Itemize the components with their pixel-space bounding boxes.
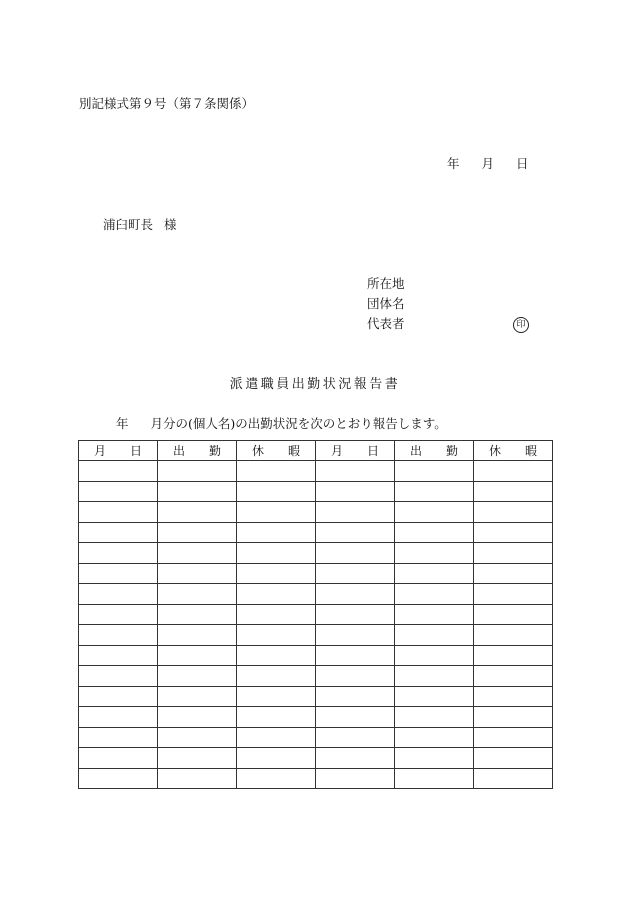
table-cell[interactable] (158, 645, 237, 666)
table-cell[interactable] (237, 707, 316, 728)
table-cell[interactable] (237, 522, 316, 543)
table-cell[interactable] (395, 563, 474, 584)
table-cell[interactable] (79, 748, 158, 769)
table-cell[interactable] (237, 768, 316, 789)
table-row (79, 461, 553, 482)
table-row (79, 563, 553, 584)
table-cell[interactable] (237, 481, 316, 502)
table-cell[interactable] (158, 481, 237, 502)
table-cell[interactable] (395, 748, 474, 769)
table-body (79, 461, 553, 789)
table-cell[interactable] (316, 748, 395, 769)
header-attendance-2: 出 勤 (395, 441, 474, 461)
table-cell[interactable] (474, 768, 553, 789)
table-row (79, 727, 553, 748)
table-cell[interactable] (474, 727, 553, 748)
table-cell[interactable] (237, 604, 316, 625)
table-cell[interactable] (79, 666, 158, 687)
header-date-1: 月 日 (79, 441, 158, 461)
table-cell[interactable] (158, 625, 237, 646)
table-cell[interactable] (395, 768, 474, 789)
table-cell[interactable] (316, 727, 395, 748)
table-cell[interactable] (395, 604, 474, 625)
table-cell[interactable] (395, 645, 474, 666)
table-cell[interactable] (316, 461, 395, 482)
addressee-honorific: 様 (164, 217, 177, 232)
table-cell[interactable] (158, 727, 237, 748)
address-label: 所在地 (367, 276, 405, 291)
table-cell[interactable] (237, 666, 316, 687)
addressee (103, 219, 177, 232)
table-cell[interactable] (395, 481, 474, 502)
table-cell[interactable] (395, 686, 474, 707)
table-row (79, 481, 553, 502)
table-cell[interactable] (158, 768, 237, 789)
table-cell[interactable] (316, 522, 395, 543)
applicant-block (367, 278, 405, 338)
table-cell[interactable] (158, 522, 237, 543)
table-cell[interactable] (237, 563, 316, 584)
table-row (79, 604, 553, 625)
table-row (79, 625, 553, 646)
table-row (79, 686, 553, 707)
table-cell[interactable] (474, 584, 553, 605)
table-row (79, 707, 553, 728)
table-cell[interactable] (474, 686, 553, 707)
table-cell[interactable] (158, 666, 237, 687)
table-row (79, 543, 553, 564)
table-cell[interactable] (158, 461, 237, 482)
date-day: 日 (516, 156, 529, 171)
date-year: 年 (447, 156, 460, 171)
table-cell[interactable] (395, 625, 474, 646)
seal-mark: 印 (513, 317, 529, 333)
intro-sentence (116, 418, 447, 431)
table-cell[interactable] (316, 625, 395, 646)
intro-year: 年 (116, 416, 129, 431)
table-cell[interactable] (237, 584, 316, 605)
table-cell[interactable] (237, 543, 316, 564)
table-cell[interactable] (79, 481, 158, 502)
table-cell[interactable] (395, 522, 474, 543)
table-cell[interactable] (395, 584, 474, 605)
table-cell[interactable] (158, 707, 237, 728)
table-cell[interactable] (158, 686, 237, 707)
table-cell[interactable] (237, 461, 316, 482)
table-row (79, 522, 553, 543)
table-cell[interactable] (79, 543, 158, 564)
table-cell[interactable] (237, 727, 316, 748)
representative-label: 代表者 (367, 316, 405, 331)
table-cell[interactable] (395, 461, 474, 482)
organization-label: 団体名 (367, 296, 405, 311)
table-cell[interactable] (395, 707, 474, 728)
table-cell[interactable] (316, 707, 395, 728)
date-line (447, 158, 529, 171)
table-row (79, 645, 553, 666)
table-cell[interactable] (395, 666, 474, 687)
table-cell[interactable] (474, 563, 553, 584)
table-cell[interactable] (316, 645, 395, 666)
table-cell[interactable] (316, 543, 395, 564)
table-cell[interactable] (474, 461, 553, 482)
table-cell[interactable] (474, 645, 553, 666)
table-row (79, 584, 553, 605)
table-cell[interactable] (474, 748, 553, 769)
table-cell[interactable] (474, 604, 553, 625)
table-cell[interactable] (237, 686, 316, 707)
table-cell[interactable] (237, 502, 316, 523)
document-title: 派遣職員出勤状況報告書 (229, 377, 401, 392)
date-month: 月 (481, 156, 495, 171)
table-cell[interactable] (158, 502, 237, 523)
table-cell[interactable] (79, 604, 158, 625)
table-cell[interactable] (474, 522, 553, 543)
table-cell[interactable] (316, 604, 395, 625)
table-row (79, 768, 553, 789)
table-cell[interactable] (237, 645, 316, 666)
attendance-table (78, 440, 553, 789)
table-cell[interactable] (395, 727, 474, 748)
table-cell[interactable] (237, 748, 316, 769)
table-cell[interactable] (79, 625, 158, 646)
table-cell[interactable] (395, 543, 474, 564)
header-date-2: 月 日 (316, 441, 395, 461)
table-cell[interactable] (79, 727, 158, 748)
table-cell[interactable] (316, 768, 395, 789)
table-row (79, 502, 553, 523)
table-cell[interactable] (237, 625, 316, 646)
table-cell[interactable] (474, 666, 553, 687)
table-cell[interactable] (79, 768, 158, 789)
table-cell[interactable] (158, 584, 237, 605)
table-row (79, 748, 553, 769)
table-cell[interactable] (79, 563, 158, 584)
table-cell[interactable] (79, 686, 158, 707)
table-cell[interactable] (474, 543, 553, 564)
table-cell[interactable] (395, 502, 474, 523)
table-cell[interactable] (474, 707, 553, 728)
table-row (79, 666, 553, 687)
table-cell[interactable] (158, 543, 237, 564)
form-number: 別記様式第９号（第７条関係） (79, 96, 255, 111)
table-cell[interactable] (79, 707, 158, 728)
table-cell[interactable] (79, 461, 158, 482)
table-cell[interactable] (158, 563, 237, 584)
table-cell[interactable] (79, 502, 158, 523)
header-leave-2: 休 暇 (474, 441, 553, 461)
table-cell[interactable] (316, 502, 395, 523)
table-cell[interactable] (79, 584, 158, 605)
table-cell[interactable] (158, 748, 237, 769)
table-cell[interactable] (474, 625, 553, 646)
table-cell[interactable] (474, 502, 553, 523)
header-attendance-1: 出 勤 (158, 441, 237, 461)
table-cell[interactable] (316, 686, 395, 707)
table-cell[interactable] (158, 604, 237, 625)
table-cell[interactable] (316, 481, 395, 502)
table-cell[interactable] (316, 563, 395, 584)
table-header-row (79, 441, 553, 461)
table-cell[interactable] (316, 666, 395, 687)
table-cell[interactable] (79, 522, 158, 543)
table-cell[interactable] (79, 645, 158, 666)
table-cell[interactable] (316, 584, 395, 605)
intro-text: 月分の(個人名)の出勤状況を次のとおり報告します。 (150, 416, 447, 431)
table-cell[interactable] (474, 481, 553, 502)
addressee-name: 浦臼町長 (103, 217, 154, 232)
header-leave-1: 休 暇 (237, 441, 316, 461)
